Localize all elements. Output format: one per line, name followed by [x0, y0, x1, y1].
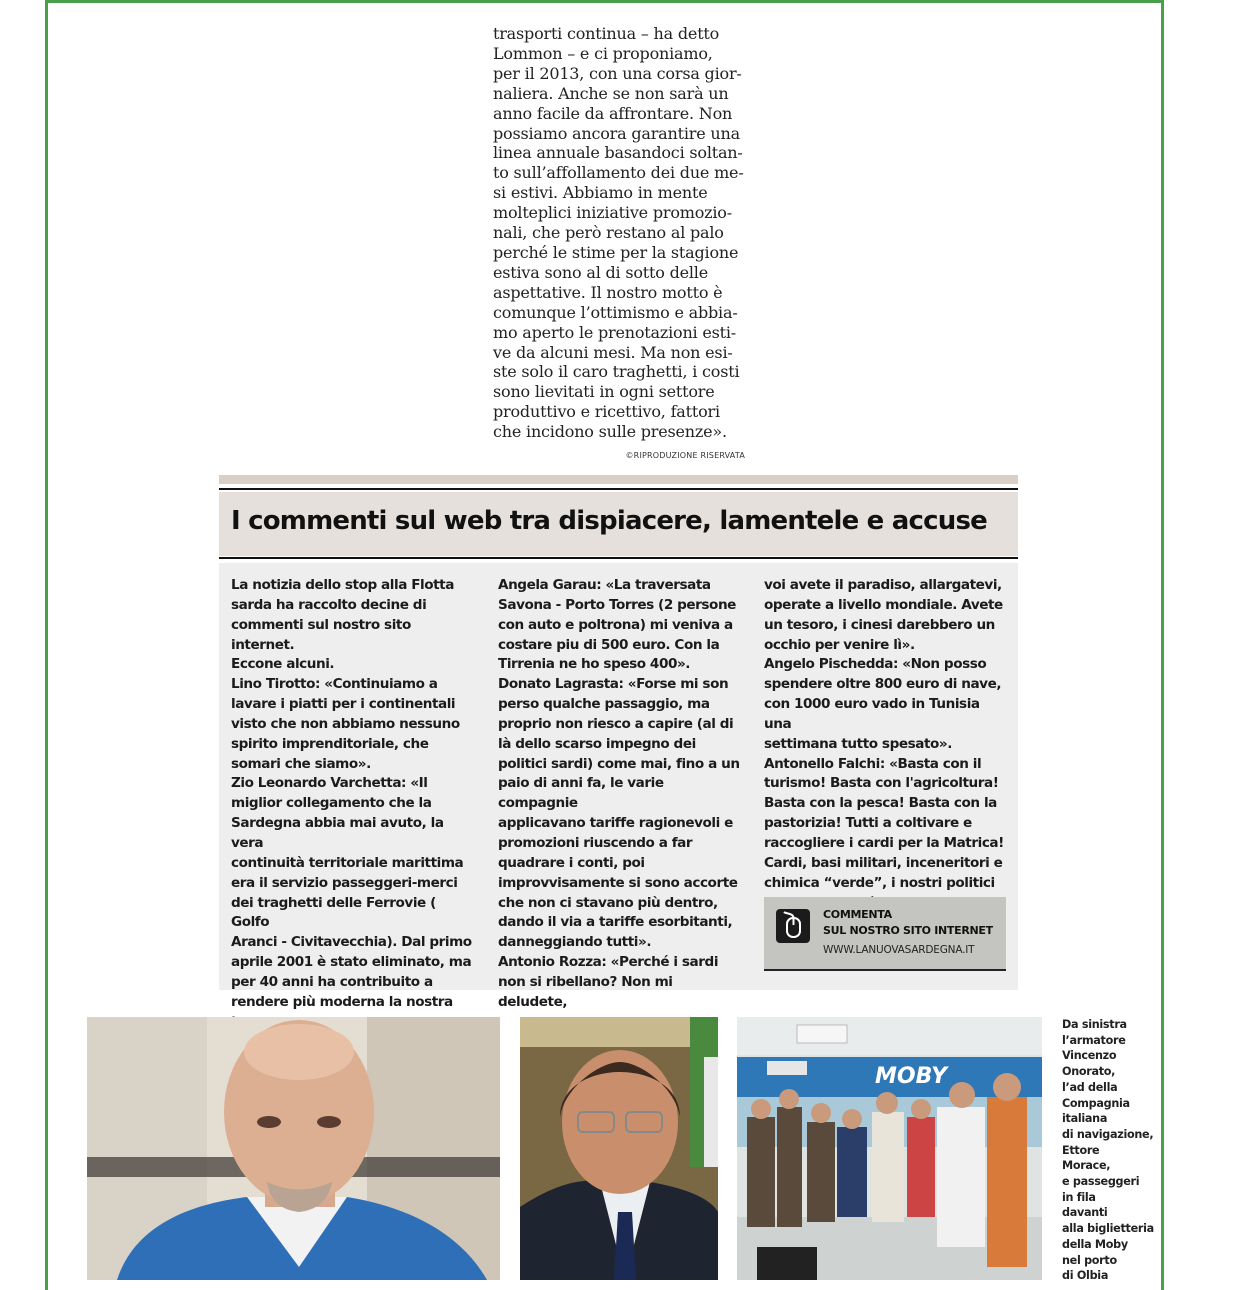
comment-line: Savona - Porto Torres (2 persone [498, 596, 736, 613]
comment-line: Angelo Pischedda: «Non posso [764, 656, 987, 673]
article-line: produttivo e ricettivo, fattori [493, 402, 720, 422]
comment-line: settimana tutto spesato». [764, 735, 952, 752]
caption-line: e passeggeri [1062, 1175, 1140, 1189]
comment-line: chimica “verde”, i nostri politici [764, 874, 995, 891]
comment-line: improvvisamente si sono accorte [498, 874, 738, 891]
article-line: estiva sono al di sotto delle [493, 262, 708, 282]
comment-line: Eccone alcuni. [231, 656, 335, 673]
box-divider-top [219, 488, 1018, 490]
article-line: to sull’affollamento dei due me- [493, 163, 744, 183]
comment-line: dei traghetti delle Ferrovie ( Golfo [231, 894, 436, 931]
article-line: sono lievitati in ogni settore [493, 382, 715, 402]
comment-line: Antonello Falchi: «Basta con il [764, 755, 982, 772]
comment-line: visto che non abbiamo nessuno [231, 715, 460, 732]
comment-line: sarda ha raccolto decine di [231, 596, 427, 613]
caption-line: Da sinistra [1062, 1018, 1127, 1031]
comments-box-header [219, 492, 1018, 556]
article-line: possiamo ancora garantire una [493, 123, 740, 143]
article-line: che incidono sulle presenze». [493, 422, 727, 442]
comment-line: Aranci - Civitavecchia). Dal primo [231, 934, 472, 951]
comment-line: lavare i piatti per i continentali [231, 696, 456, 713]
comment-line: turismo! Basta con l'agricoltura! [764, 775, 999, 792]
comment-line: là dello scarso impegno dei [498, 735, 696, 752]
caption-line: Vincenzo [1062, 1049, 1117, 1063]
cta-title [823, 907, 993, 939]
article-line: si estivi. Abbiamo in mente [493, 183, 708, 203]
article-line: ve da alcuni mesi. Ma non esi- [493, 342, 733, 362]
comment-line: Tirrenia ne ho speso 400». [498, 656, 691, 673]
article-line: molteplici iniziative promozio- [493, 203, 732, 223]
comment-line: Lino Tirotto: «Continuiamo a [231, 676, 438, 693]
comment-line: continuità territoriale marittima [231, 854, 464, 871]
box-divider-bottom [219, 557, 1018, 559]
comment-line: spirito imprenditoriale, che [231, 735, 429, 752]
article-line: nali, che però restano al palo [493, 223, 724, 243]
comment-line: miglior collegamento che la [231, 795, 432, 812]
article-line: per il 2013, con una corsa gior- [493, 63, 742, 83]
comment-line: costare piu di 500 euro. Con la [498, 636, 720, 653]
box-top-bar [219, 475, 1018, 484]
comment-line: dando il via a tariffe esorbitanti, [498, 914, 733, 931]
comment-line: raccogliere i cardi per la Matrica! [764, 834, 1004, 851]
cta-title-line-2: SUL NOSTRO SITO INTERNET [823, 924, 993, 937]
caption-line: davanti [1062, 1206, 1108, 1220]
photo-vincenzo-onorato [87, 1017, 500, 1280]
article-line: comunque l’ottimismo e abbia- [493, 302, 738, 322]
comment-line: La notizia dello stop alla Flotta [231, 577, 454, 593]
comment-cta-box[interactable] [764, 897, 1006, 971]
comments-column-2 [498, 576, 742, 1013]
comment-line: commenti sul nostro sito internet. [231, 616, 411, 653]
comment-line: somari che siamo». [231, 755, 371, 772]
copyright-notice: ©RIPRODUZIONE RISERVATA [625, 451, 745, 460]
caption-line: Ettore [1062, 1143, 1100, 1157]
comments-column-3 [764, 576, 1008, 913]
comment-line: per 40 anni ha contribuito a [231, 973, 433, 990]
article-line: trasporti continua – ha detto [493, 24, 720, 43]
comment-line: applicavano tariffe ragionevoli e [498, 815, 733, 832]
caption-line: italiana [1062, 1112, 1108, 1126]
comments-column-1 [231, 576, 475, 1032]
comment-line: era il servizio passeggeri-merci [231, 874, 458, 891]
article-line: anno facile da affrontare. Non [493, 103, 733, 123]
caption-line: l’ad della [1062, 1080, 1118, 1094]
comment-line: Zio Leonardo Varchetta: «Il [231, 775, 428, 792]
mouse-icon [776, 909, 810, 943]
comment-line: promozioni riuscendo a far [498, 834, 693, 851]
comment-line: con auto e poltrona) mi veniva a [498, 616, 733, 633]
comment-line: perso qualche passaggio, ma [498, 696, 710, 713]
comment-line: voi avete il paradiso, allargatevi, [764, 577, 1002, 593]
comments-box-body [219, 563, 1018, 1010]
comment-line: occhio per venire lì». [764, 636, 915, 653]
cta-title-line-1: COMMENTA [823, 908, 892, 921]
comment-line: Basta con la pesca! Basta con la [764, 795, 997, 812]
caption-line: in fila [1062, 1190, 1096, 1204]
comment-line: aprile 2001 è stato eliminato, ma [231, 954, 472, 971]
article-line: perché le stime per la stagione [493, 242, 739, 262]
comment-line: con 1000 euro vado in Tunisia una [764, 696, 980, 732]
comment-line: proprio non riesco a capire (al di [498, 715, 734, 732]
caption-line: Onorato, [1062, 1065, 1116, 1079]
comment-line: Sardegna abbia mai avuto, la vera [231, 815, 444, 851]
caption-line: l’armatore [1062, 1033, 1126, 1047]
comment-line: Angela Garau: «La traversata [498, 577, 711, 593]
article-line: ste solo il caro traghetti, i costi [493, 362, 740, 382]
comment-line: Antonio Rozza: «Perché i sardi [498, 954, 719, 971]
comment-line: quadrare i conti, poi [498, 854, 645, 871]
caption-line: della Moby [1062, 1237, 1128, 1251]
comment-line: pastorizia! Tutti a coltivare e [764, 815, 972, 832]
photo-moby-ticket-office [737, 1017, 1042, 1280]
comment-line: Donato Lagrasta: «Forse mi son [498, 676, 729, 693]
comment-line: politici sardi) come mai, fino a un [498, 755, 740, 772]
comment-line: paio di anni fa, le varie compagnie [498, 775, 664, 812]
caption-line: di navigazione, [1062, 1127, 1154, 1141]
comment-line: Cardi, basi militari, inceneritori e [764, 854, 1003, 871]
caption-line: nel porto [1062, 1253, 1117, 1267]
article-line: mo aperto le prenotazioni esti- [493, 322, 736, 342]
article-line: linea annuale basandoci soltan- [493, 143, 743, 163]
photo-ettore-morace [520, 1017, 718, 1280]
caption-line: Morace, [1062, 1159, 1111, 1173]
article-line: naliera. Anche se non sarà un [493, 83, 729, 103]
moby-sign-text: MOBY [875, 1064, 948, 1089]
article-line: Lommon – e ci proponiamo, [493, 43, 713, 63]
article-body [493, 24, 745, 442]
comments-box-title: I commenti sul web tra dispiacere, lamentele e accuse [231, 506, 987, 536]
comment-line: non si ribellano? Non mi deludete, [498, 973, 673, 1010]
comment-line: che non ci stavano più dentro, [498, 894, 718, 911]
article-line: aspettative. Il nostro motto è [493, 282, 723, 302]
comment-line: spendere oltre 800 euro di nave, [764, 676, 1002, 693]
photo-caption [1062, 1017, 1162, 1284]
comment-line: danneggiando tutti». [498, 934, 652, 951]
comment-line: un tesoro, i cinesi darebbero un [764, 616, 995, 633]
caption-line: Compagnia [1062, 1096, 1130, 1110]
comment-line: operate a livello mondiale. Avete [764, 596, 1003, 613]
caption-line: alla biglietteria [1062, 1222, 1154, 1236]
cta-url-link[interactable]: WWW.LANUOVASARDEGNA.IT [823, 944, 975, 956]
comment-line: rendere più moderna la nostra [231, 993, 453, 1010]
caption-line: di Olbia [1062, 1269, 1109, 1283]
